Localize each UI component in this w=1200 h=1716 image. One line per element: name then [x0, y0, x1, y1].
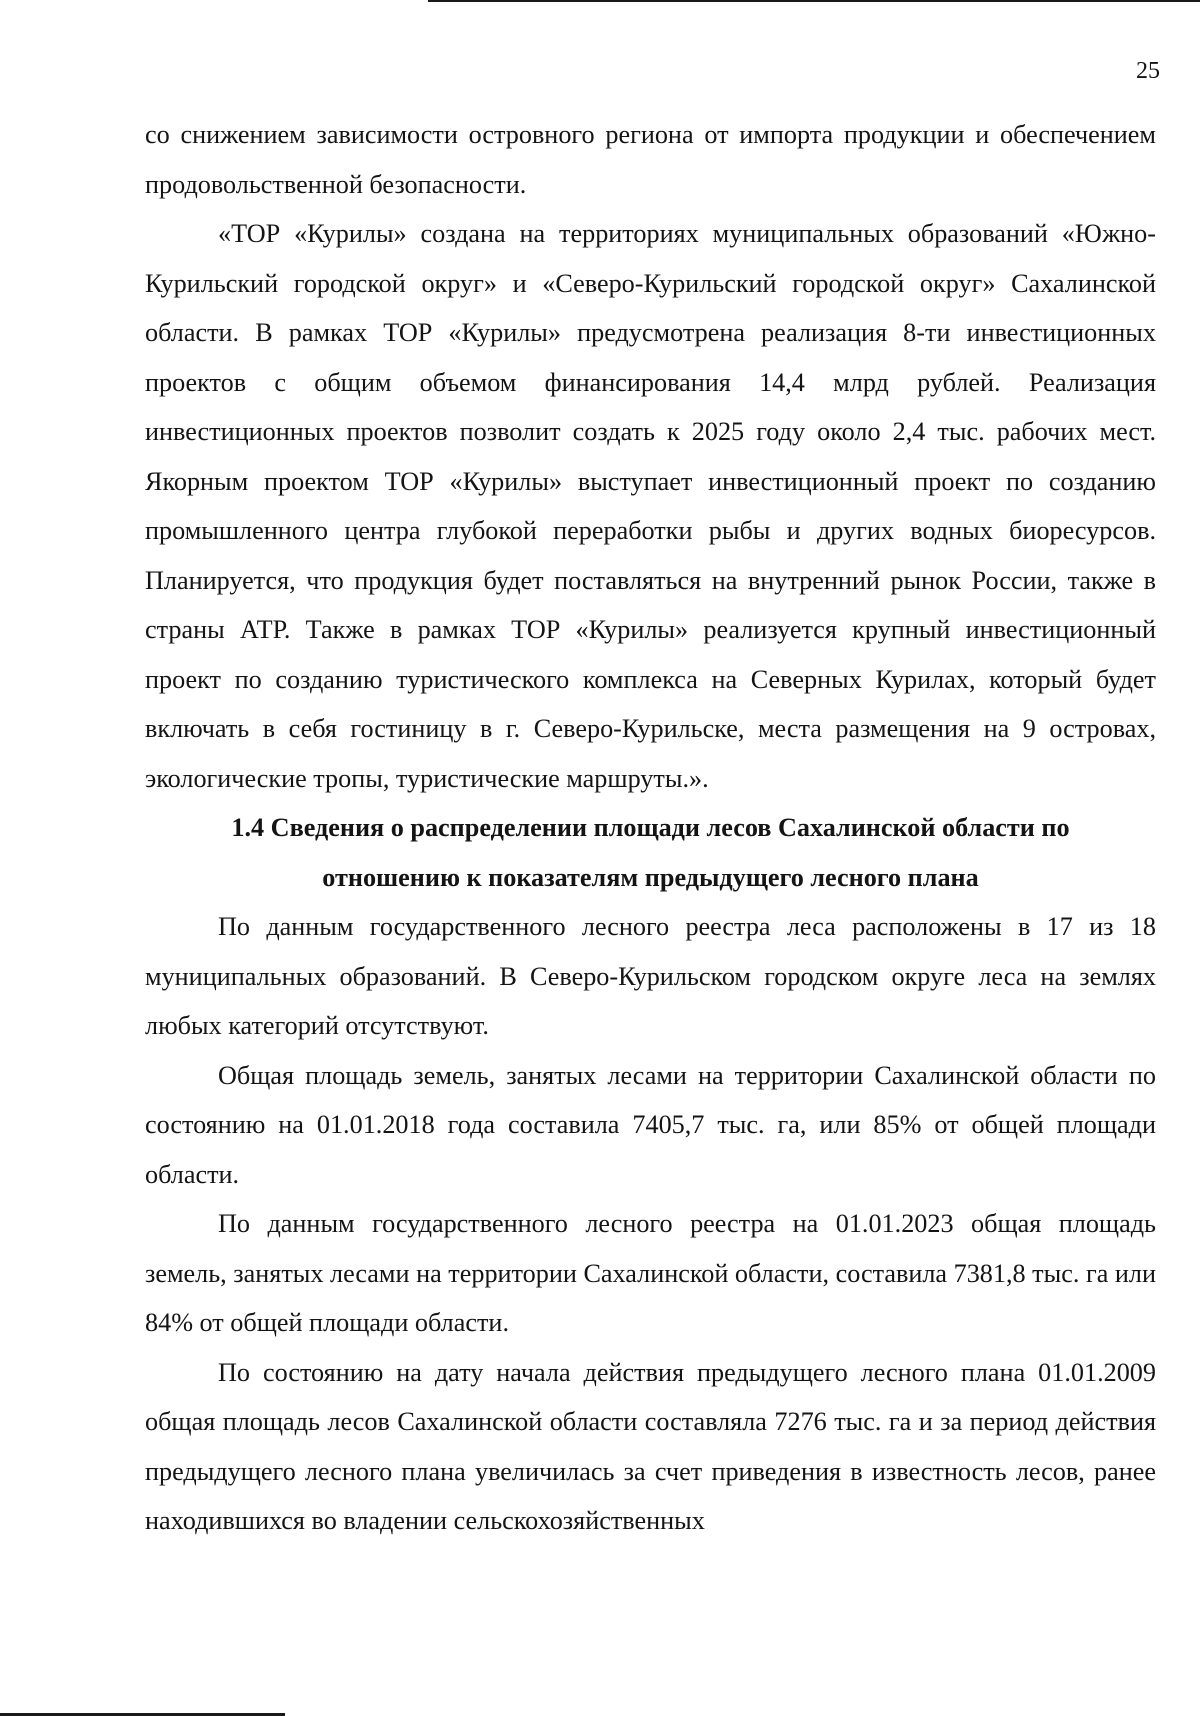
section-heading-line-1: 1.4 Сведения о распределении площади лесов Сахалинской области по: [231, 813, 1070, 842]
scan-border-top: [428, 0, 1200, 2]
paragraph-area-2023: По данным государственного лесного реестра на 01.01.2023 общая площадь земель, занятых лесами на территории Сахалинской области, составила 7381,8 тыс. га или 84% от общей площади области.: [145, 1209, 1156, 1337]
paragraph-continuation: со снижением зависимости островного региона от импорта продукции и обеспечением продовольственной безопасности.: [145, 120, 1156, 199]
paragraph-forest-registry: По данным государственного лесного реестра леса расположены в 17 из 18 муниципальных образований. В Северо-Курильском городском округе леса на землях любых категорий отсутствуют.: [145, 912, 1156, 1040]
paragraph-area-2009: По состоянию на дату начала действия предыдущего лесного плана 01.01.2009 общая площадь лесов Сахалинской области составляла 7276 тыс. га и за период действия предыдущего лесного плана увеличилась за счет приведения в известность лесов, ранее находившихся во владении сельскохозяйственных: [145, 1357, 1156, 1535]
section-heading-line-2: отношению к показателям предыдущего лесного плана: [322, 862, 979, 892]
paragraph-tor-kurily: «ТОР «Курилы» создана на территориях муниципальных образований «Южно-Курильский городской округ» и «Северо-Курильский городской округ» Сахалинской области. В рамках ТОР «Курилы» предусмотрена реализация 8-ти инвестиционных проектов с общим объемом финансирования 14,4 млрд рублей. Реализация инвестиционных проектов позволит создать к 2025 году около 2,4 тыс. рабочих мест. Якорным проектом ТОР «Курилы» выступает инвестиционный проект по созданию промышленного центра глубокой переработки рыбы и других водных биоресурсов. Планируется, что продукция будет поставляться на внутренний рынок России, также в страны АТР. Также в рамках ТОР «Курилы» реализуется крупный инвестиционный проект по созданию туристического комплекса на Северных Курилах, который будет включать в себя гостиницу в г. Северо-Курильске, места размещения на 9 островах, экологические тропы, туристические маршруты.».: [145, 219, 1156, 793]
page-number: 25: [1136, 58, 1160, 84]
paragraph-area-2018: Общая площадь земель, занятых лесами на территории Сахалинской области по состоянию на 01.01.2018 года составила 7405,7 тыс. га, или 85% от общей площади области.: [145, 1060, 1156, 1189]
page-body: [145, 110, 1156, 1546]
section-heading: [145, 803, 1156, 902]
